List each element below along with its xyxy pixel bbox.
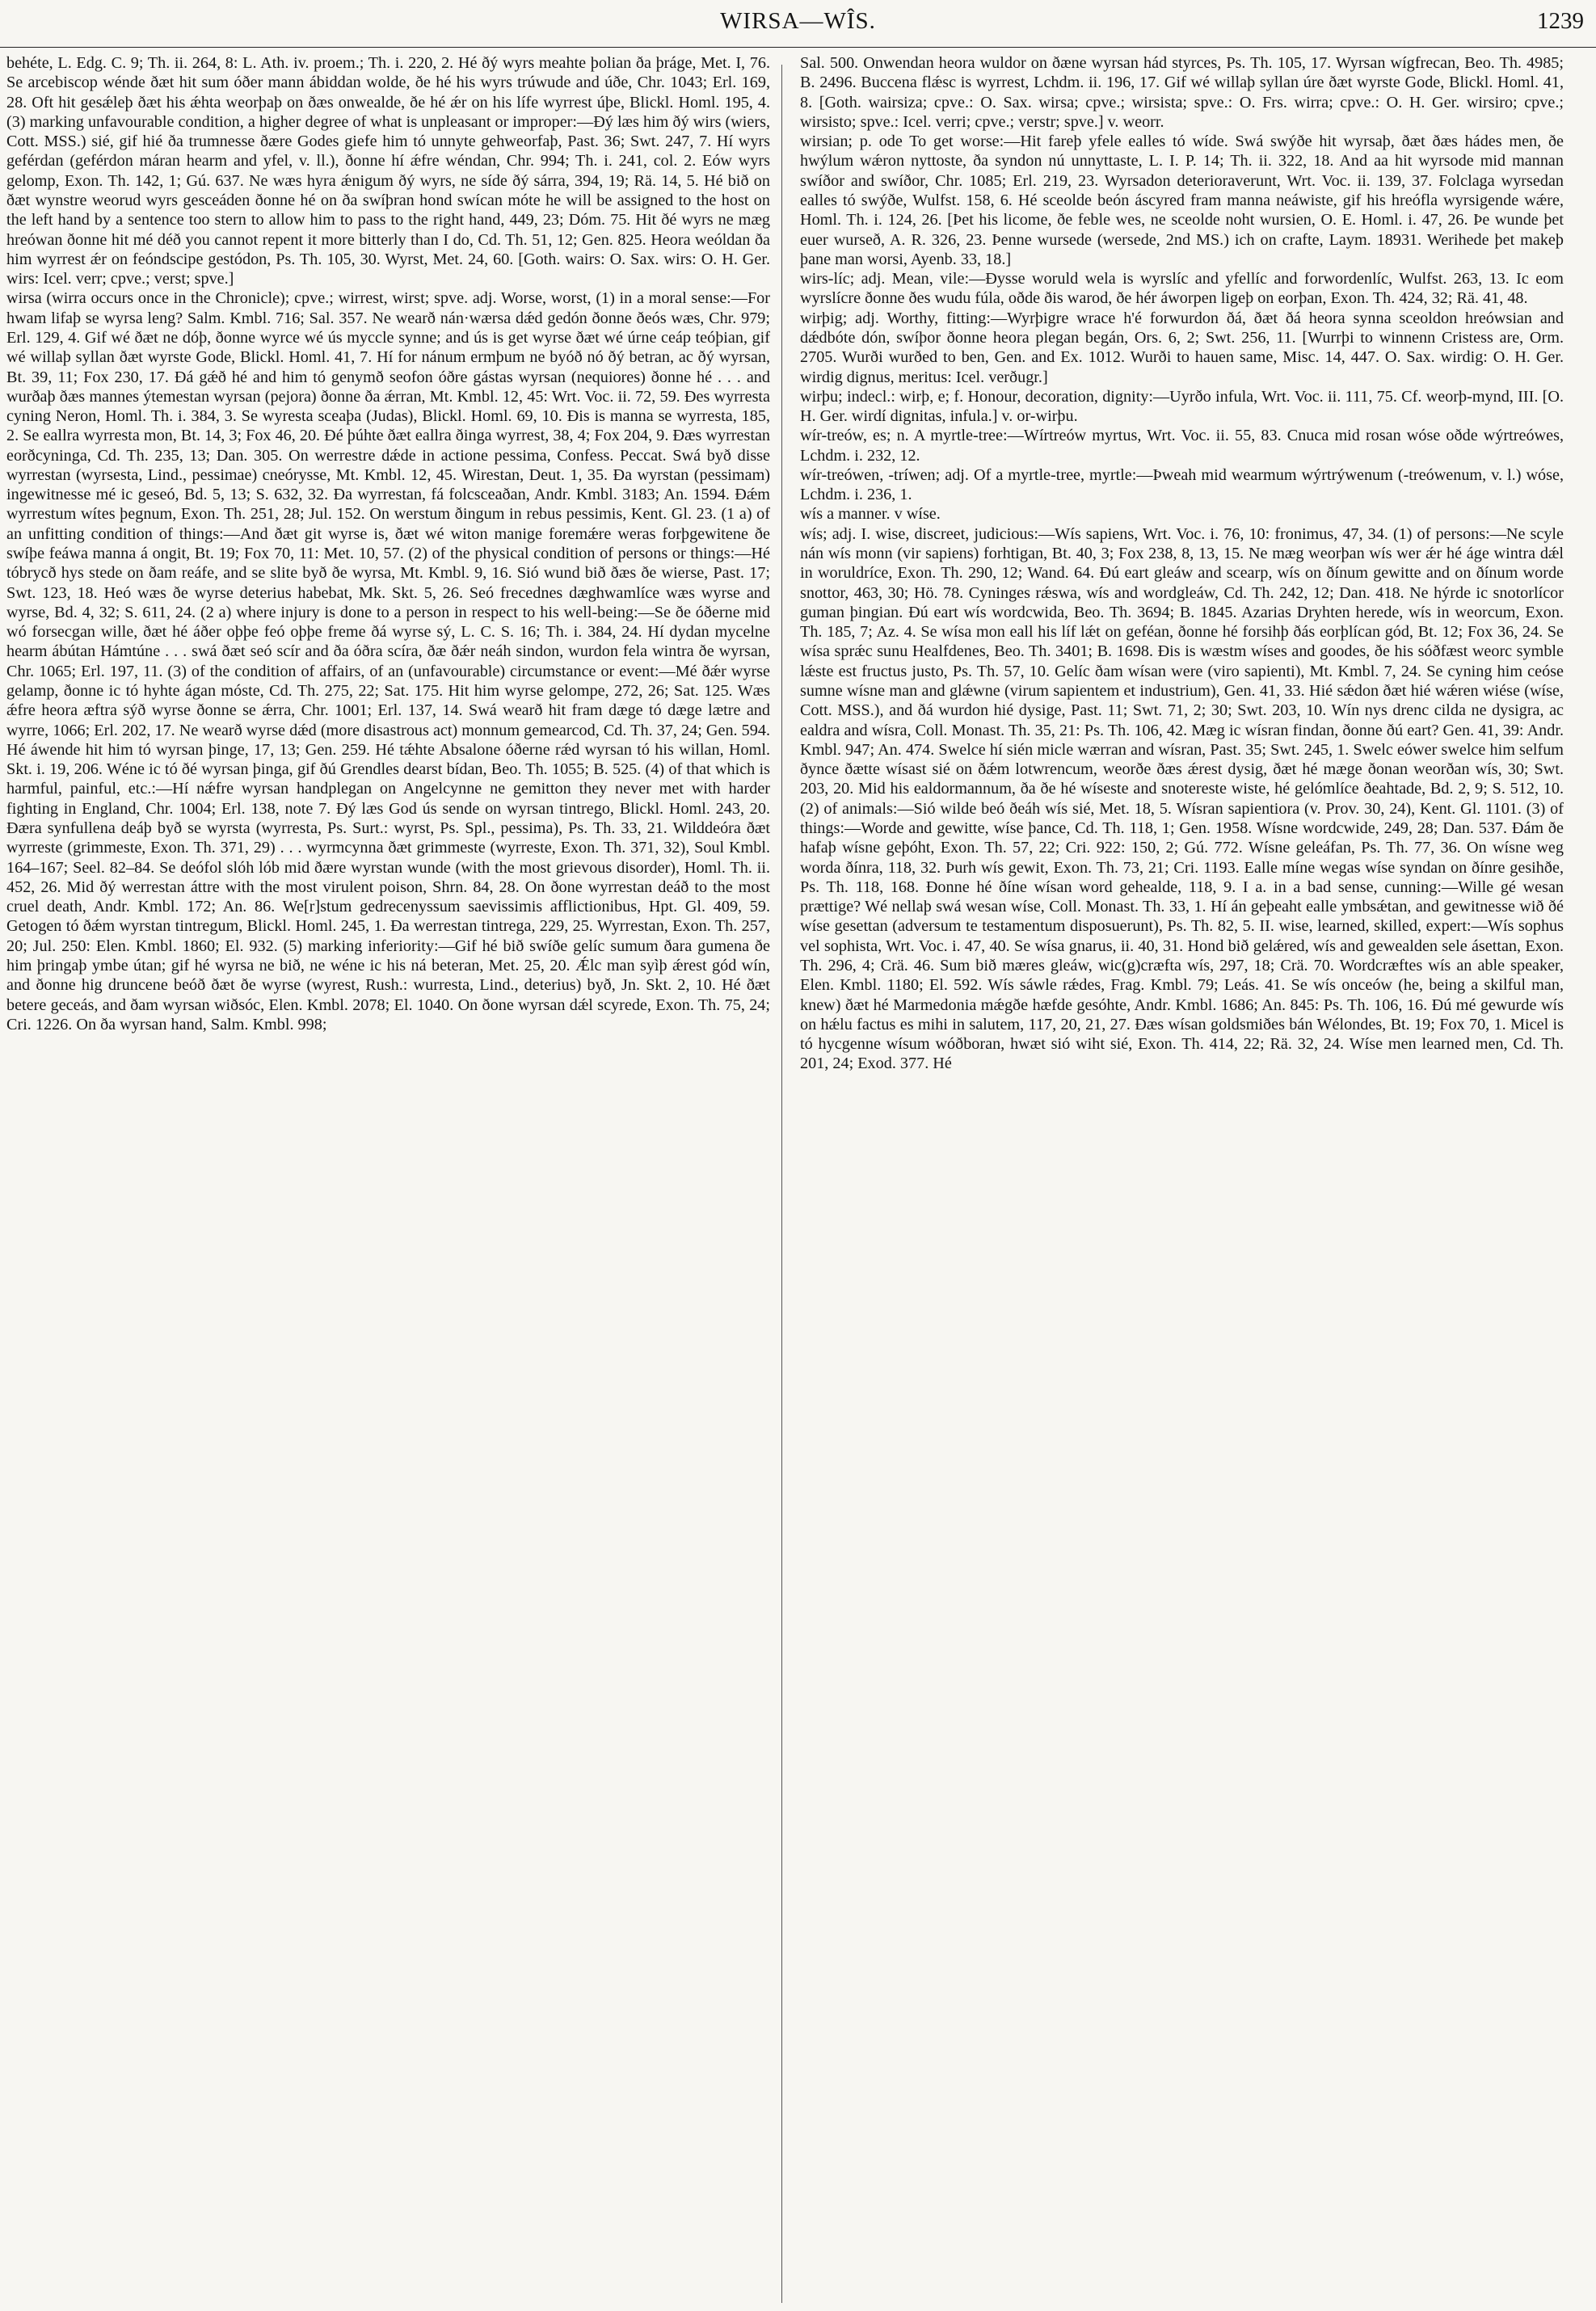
- entry-paragraph: wír-treów, es; n. A myrtle-tree:—Wírtreów myrtus, Wrt. Voc. ii. 55, 83. Cnuca mid rosan wóse oðde wýrtreówes, Lchdm. i. 232, 12.: [800, 427, 1564, 465]
- entry-paragraph: Sal. 500. Onwendan heora wuldor on ðæne wyrsan hád styrces, Ps. Th. 105, 17. Wyrsan wígfrecan, Beo. Th. 4985; B. 2496. Buccena flǽsc is wyrrest, Lchdm. ii. 196, 17. Gif wé willaþ syllan úre ðæt wyrste Gode, Blickl. Homl. 41, 8. [Goth. wairsiza; cpve.: O. Sax. wirsa; cpve.; wirsista; spve.: O. Frs. wirra; cpve.: O. H. Ger. wirsiro; cpve.; wirsisto; spve.: Icel. verri; cpve.; verstr; spve.] v. weorr.: [800, 54, 1564, 131]
- page-header: [0, 8, 1596, 40]
- header-rule: [0, 47, 1596, 48]
- entry-paragraph: wirþu; indecl.: wirþ, e; f. Honour, decoration, dignity:—Uyrðo infula, Wrt. Voc. ii. 111, 75. Cf. weorþ-mynd, III. [O. H. Ger. wirdí dignitas, infula.] v. or-wirþu.: [800, 387, 1564, 426]
- entry-paragraph: wirsa (wirra occurs once in the Chronicle); cpve.; wirrest, wirst; spve. adj. Worse, worst, (1) in a moral sense:—For hwam lifaþ se wyrsa leng? Salm. Kmbl. 716; Sal. 357. Ne wearð nán·wærsa dǽd gedón ðonne ðeós wæs, Chr. 979; Erl. 129, 4. Gif wé ðæt ne dóþ, ðonne wyrce wé ús myccle synne; and ús is get wyrse ðæt wé úrne ceáp teóþian, gif wé willaþ syllan ðæt wyrste Gode, Blickl. Homl. 41, 7. Hí for nánum ermþum ne byóð nó ðý betran, ac ðý wyrsan, Bt. 39, 11; Fox 230, 17. Ðá gǽð hé and him tó genymð seofon óðre gástas wyrsan (nequiores) ðonne hé . . . and wurðaþ ðæs mannes ýtemestan wyrsan (pejora) ðonne ða ǽrran, Mt. Kmbl. 12, 45: Wrt. Voc. ii. 72, 59. Ðes wyrresta cyning Neron, Homl. Th. i. 384, 3. Se wyresta sceaþa (Judas), Blickl. Homl. 69, 10. Ðis is manna se wyrresta, 185, 2. Se eallra wyrresta mon, Bt. 14, 3; Fox 46, 20. Ðé þúhte ðæt eallra ðinga wyrrest, 38, 4; Fox 204, 9. Ðæs wyrrestan eorðcyninga, Cd. Th. 235, 13; Dan. 305. On werrestre dǽde in actione pessima, Confess. Peccat. Swá byð disse wyrrestan (wyrsesta, Lind., pessimae) cneórysse, Mt. Kmbl. 12, 45. Wirestan, Deut. 1, 35. Ða wyrstan (pessimam) ingewitnesse mé ic geseó, Bd. 5, 13; S. 632, 32. Ða wyrrestan, fá folcsceaðan, Andr. Kmbl. 3183; An. 1594. Ðǽm wyrrestum wítes þegnum, Exon. Th. 251, 28; Jul. 152. On werstum ðingum in rebus pessimis, Kent. Gl. 23. (1 a) of an unfitting condition of things:—And ðæt git wyrse is, ðæt wé witon manige foremǽre weras forþgewitene ðe swíþe feáwa manna á ongit, Bt. 19; Fox 70, 11: Met. 10, 57. (2) of the physical condition of persons or things:—Hé tóbrycð hys stede on ðam reáfe, and se slite byð ðe wyrsa, Mt. Kmbl. 9, 16. Sió wund bið ðæs ðe wierse, Past. 17; Swt. 123, 18. Heó wæs ðe wyrse deterius habebat, Mk. Skt. 5, 26. Seó frecednes dæghwamlíce wæs wyrse and wyrse, Bd. 4, 32; S. 611, 24. (2 a) where injury is done to a person in respect to his well-being:—Se ðe óðerne mid wó forsecgan wille, ðæt hé áðer oþþe feó oþþe freme ðá wyrse sý, L. C. S. 16; Th. i. 384, 24. Hí dydan mycelne hearm ábútan Hámtúne . . . swá ðæt seó scír and ða óðra scíra, ðæ ðǽr neáh sindon, wurdon fela wintra ðe wyrsan, Chr. 1065; Erl. 197, 11. (3) of the condition of affairs, of an (unfavourable) circumstance or event:—Mé ðǽr wyrse gelamp, ðonne ic tó hyhte ágan móste, Cd. Th. 275, 22; Sat. 175. Hit him wyrse gelompe, 272, 26; Sat. 125. Wæs ǽfre heora æftra sýð wyrse ðonne se ǽrra, Chr. 1001; Erl. 137, 14. Swá wearð hit fram dæge tó dæge lætre and wyrre, 1066; Erl. 202, 17. Ne wearð wyrse dǽd (more disastrous act) monnum gemearcod, Cd. Th. 37, 24; Gen. 594. Hé áwende hit him tó wyrsan þinge, 17, 13; Gen. 259. Hé tǽhte Absalone óðerne rǽd wyrsan tó his willan, Homl. Skt. i. 19, 206. Wéne ic tó ðé wyrsan þinga, gif ðú Grendles dearst bídan, Beo. Th. 1055; B. 525. (4) of that which is harmful, painful, etc.:—Hí nǽfre wyrsan handplegan on Angelcynne ne gemitton they never met with harder fighting in England, Chr. 1004; Erl. 138, note 7. Ðý læs God ús sende on wyrsan tintrego, Blickl. Homl. 243, 20. Ðæra synfullena deáþ byð se wyrsta (wyrresta, Ps. Surt.: wyrst, Ps. Spl., pessima), Ps. Th. 33, 21. Wilddeóra ðæt wyrreste (grimmeste, Exon. Th. 371, 29) . . . wyrmcynna ðæt grimmeste (wyrreste, Exon. Th. 371, 32), Soul Kmbl. 164–167; Seel. 82–84. Se deófol slóh lób mid ðære wyrstan wunde (with the most grievous disorder), Homl. Th. ii. 452, 26. Mid ðý werrestan áttre with the most virulent poison, Shrn. 84, 28. On ðone wyrrestan deáð to the most cruel death, Andr. Kmbl. 172; An. 86. We[r]stum gedrecenyssum saevissimis afflictionibus, Hpt. Gl. 409, 59. Getogen tó ðǽm wyrstan tintregum, Blickl. Homl. 245, 1. Ða werrestan tintrega, 229, 25. Wyrrestan, Exon. Th. 257, 20; Jul. 250: Elen. Kmbl. 1860; El. 932. (5) marking inferiority:—Gif hé bið swíðe gelíc sumum ðara gumena ðe him þringaþ ymbe útan; gif hé wyrsa ne bið, ne wéne ic his ná beteran, Met. 25, 20. Ǽlc man syìþ ǽrest gód wín, and ðonne hig druncene beóð ðæt ðe wyrse (wyrest, Rush.: wurresta, Lind., deterius) byð, Jn. Skt. 2, 10. Hé ðæt betere geceás, and ðam wyrsan wiðsóc, Elen. Kmbl. 2078; El. 1040. On ðone wyrsan dǽl scyrede, Exon. Th. 75, 24; Cri. 1226. On ða wyrsan hand, Salm. Kmbl. 998;: [6, 289, 770, 1033]
- entry-paragraph: wís a manner. v wíse.: [800, 505, 941, 524]
- page-number: 1239: [1537, 8, 1584, 34]
- column-divider: [781, 65, 782, 2303]
- entry-paragraph: wirþig; adj. Worthy, fitting:—Wyrþigre wrace h'é forwurdon ðá, ðæt ðá heora synna sceoldon hreówsian and dǽdbóte dón, swíþor ðonne heora plegan begán, Ors. 6, 2; Swt. 256, 11. [Wurrþi to winnenn Cristess are, Orm. 2705. Wurði wurðed to ben, Gen. and Ex. 1012. Wurði to hauen same, Misc. 14, 447. O. Sax. wirdig: O. H. Ger. wirdig dignus, meritus: Icel. verðugr.]: [800, 309, 1564, 386]
- entry-paragraph: wís; adj. I. wise, discreet, judicious:—Wís sapiens, Wrt. Voc. i. 76, 10: fronimus, 47, 34. (1) of persons:—Ne scyle nán wís monn (vir sapiens) forhtigan, Bt. 40, 3; Fox 238, 8, 13, 15. Ne mæg weorþan wís wer ǽr hé áge wintra dǽl in woruldríce, Exon. Th. 290, 12; Wand. 64. Ðú eart gleáw and scearp, wís on ðínum gewitte and on ðínum worde snottor, 463, 30; Hö. 78. Cyninges rǽswa, wís and wordgleáw, Cd. Th. 242, 12; Dan. 418. Ne hýrde ic snotorlícor guman þingian. Ðú eart wís wordcwida, Beo. Th. 3694; B. 1845. Azarias Dryhten herede, wís in weorcum, Exon. Th. 185, 7; Az. 4. Se wísa mon eall his líf lǽt on geféan, ðonne hé forsihþ ðás eorþlícan gód, Bt. 12; Fox 36, 24. Se wísa sprǽc sunu Healfdenes, Beo. Th. 3401; B. 1698. Ðis is wæstm wíses and goodes, ðe his sóðfæst weorc symble lǽste est fructus justo, Ps. Th. 57, 10. Gelíc ðam wísan were (viro sapienti), Mt. Kmbl. 7, 24. Se cyning him ceóse sumne wísne man and glǽwne (virum sapientem et industrium), Gen. 41, 33. Hié sǽdon ðæt hié wǽren wiése (wíse, Cott. MSS.), and ðá wurdon hié dysige, Past. 11; Swt. 71, 2; 30; Swt. 203, 10. Wín nys drenc cilda ne dysigra, ac ealdra and wísra, Coll. Monast. Th. 35, 21: Ps. Th. 106, 42. Mæg ic wísran findan, ðonne ðú eart? Gen. 41, 39: Andr. Kmbl. 947; An. 474. Swelce hí sién micle wærran and wísran, Past. 35; Swt. 245, 1. Swelc eówer swelce him selfum ðynce ðætte wísast sié on ðǽm lotwrencum, weorðe ðæs ǽrest dysig, ðæt hé mæge ðonan weorðan wís, 30; Swt. 203, 20. Mid his ealdormannum, ða ðe hé wíseste and snotereste wiste, hé gelómlíce ðeahtade, Bd. 2, 9; S. 512, 10. (2) of animals:—Sió wilde beó ðeáh wís sié, Met. 18, 5. Wísran sapientiora (v. Prov. 30, 24), Kent. Gl. 1101. (3) of things:—Worde and gewitte, wíse þance, Cd. Th. 118, 1; Gen. 1958. Wísne wordcwide, 249, 28; Dan. 537. Ðám ðe hafaþ wísne geþóht, Exon. Th. 57, 22; Cri. 922: 150, 2; Gú. 772. Wísne geleáfan, Ps. Th. 77, 36. On wísne weg worda ðínra, 118, 32. Þurh wís gewit, Exon. Th. 73, 21; Cri. 1193. Ealle míne wegas wíse syndan on ðínre gesihðe, Ps. Th. 118, 168. Ðonne hé ðíne wísan word gehealde, 118, 9. I a. in a bad sense, cunning:—Wille gé wesan prættige? Wé nellaþ swá wesan wíse, Coll. Monast. Th. 33, 1. Hí án geþeaht ealle ymbsǽtan, and gewitnesse wið ðé wíse gesettan (adversum te testamentum disposuerunt), Ps. Th. 82, 5. II. wise, learned, skilled, expert:—Wís sophus vel sophista, Wrt. Voc. i. 47, 40. Se wísa gnarus, ii. 40, 31. Hond bið gelǽred, wís and gewealden sele ásettan, Exon. Th. 296, 4; Crä. 46. Sum bið mæres gleáw, wic(g)cræfta wís, 297, 18; Crä. 70. Wordcræftes wís an able speaker, Elen. Kmbl. 1180; El. 592. Wís sáwle rǽdes, Frag. Kmbl. 79; Leás. 41. Se wís onceów (he, being a skilful man, knew) ðæt hé Marmedonia mǽgðe hæfde gesóhte, Andr. Kmbl. 1686; An. 845: Ps. Th. 106, 16. Ðú mé gewurde wís on hǽlu factus es mihi in salutem, 117, 20, 21, 27. Ðæs wísan goldsmiðes bán Wélondes, Bt. 19; Fox 70, 1. Micel is tó hycgenne wísum wóðboran, hwæt sió wiht sié, Exon. Th. 414, 22; Rä. 32, 24. Wíse men learned men, Cd. Th. 201, 24; Exod. 377. Hé: [800, 524, 1564, 1073]
- right-column: [800, 53, 1564, 2296]
- entry-paragraph: wirs-líc; adj. Mean, vile:—Ðysse woruld wela is wyrslíc and yfellíc and forwordenlíc, Wulfst. 263, 13. Ic eom wyrslícre ðonne ðes wudu fúla, oðde ðis warod, ðe hér áworpen ligeþ on eorþan, Exon. Th. 424, 32; Rä. 41, 48.: [800, 270, 1564, 308]
- entry-paragraph: behéte, L. Edg. C. 9; Th. ii. 264, 8: L. Ath. iv. proem.; Th. i. 220, 2. Hé ðý wyrs meahte þolian ða þráge, Met. I, 76. Se arcebiscop wénde ðæt hit sum óðer mann ábiddan wolde, ðe hé his wyrs trúwude and úðe, Chr. 1043; Erl. 169, 28. Oft hit gesǽleþ ðæt his ǽhta weorþaþ on ðæs onwealde, ðe hé ǽr on his lífe wyrrest úþe, Blickl. Homl. 195, 4. (3) marking unfavourable condition, a higher degree of what is unpleasant or improper:—Ðý læs him ðý wirs (wiers, Cott. MSS.) sié, gif hié ða trumnesse ðære Godes giefe him tó unnyte gehweorfaþ, Past. 36; Swt. 247, 7. Hí wyrs geférdan (geférdon máran hearm and yfel, v. ll.), ðonne hí ǽfre wéndan, Chr. 994; Th. i. 241, col. 2. Eów wyrs gelomp, Exon. Th. 142, 1; Gú. 637. Ne wæs hyra ǽnigum ðý wyrs, ne síde ðý sárra, 394, 19; Rä. 14, 5. Hé bið on ðæt wynstre weorud wyrs gesceáden ðonne hé on ða swíþran hond swícan móte he will be assigned to the host on the left hand by a sentence too stern to allow him to pass to the right hand, 449, 23; Dóm. 75. Hit ðé wyrs ne mæg hreówan ðonne hit mé déð you cannot repent it more bitterly than I do, Cd. Th. 51, 12; Gen. 825. Heora weóldan ða him wyrrest ǽr on feóndscipe gestódon, Ps. Th. 105, 30. Wyrst, Met. 24, 60. [Goth. wairs: O. Sax. wirs: O. H. Ger. wirs: Icel. verr; cpve.; verst; spve.]: [6, 54, 770, 288]
- entry-paragraph: wír-treówen, -tríwen; adj. Of a myrtle-tree, myrtle:—Þweah mid wearmum wýrtrýwenum (-treówenum, v. l.) wóse, Lchdm. i. 236, 1.: [800, 465, 1564, 504]
- left-column: [6, 53, 770, 2296]
- running-head: WIRSA—WÎS.: [720, 8, 876, 34]
- entry-paragraph: wirsian; p. ode To get worse:—Hit fareþ yfele ealles tó wíde. Swá swýðe hit wyrsaþ, ðæt ðæs hádes men, ðe hwýlum wǽron nyttoste, ða syndon nú unnyttaste, L. I. P. 14; Th. ii. 322, 18. And aa hit wyrsode mid mannan swíðor and swíðor, Chr. 1085; Erl. 219, 23. Wyrsadon deterioraverunt, Wrt. Voc. ii. 139, 37. Folclaga wyrsedan ealles tó swýðe, Wulfst. 158, 6. Hé sceolde beón áscyred fram manna neáwiste, gif his hreófla wyrsigende wǽre, Homl. Th. i. 124, 26. [Þet his licome, ðe feble wes, ne sceolde noht wursien, O. E. Homl. i. 47, 26. Þe wunde þet euer wurseð, A. R. 326, 23. Þenne wursede (wersede, 2nd MS.) ich on crafte, Laym. 18931. Werihede þet makeþ þane man worsi, Ayenb. 33, 18.]: [800, 133, 1564, 268]
